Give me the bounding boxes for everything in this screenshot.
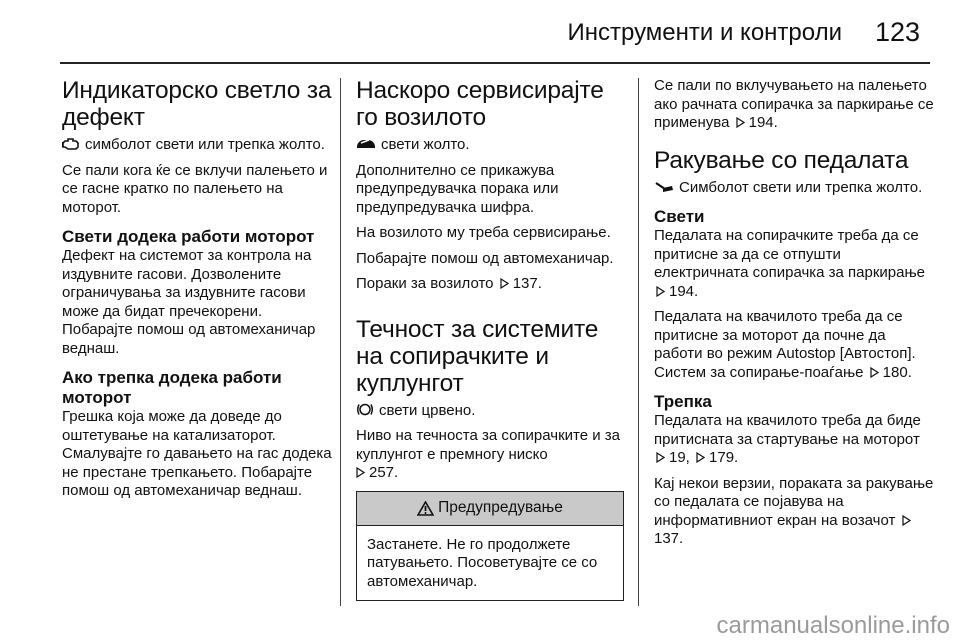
- warning-triangle-icon: [417, 501, 434, 516]
- header-title: Инструменти и контроли: [567, 19, 842, 46]
- paragraph-text: Пораки за возилото: [356, 275, 494, 292]
- page-reference-triangle-icon: [500, 278, 509, 289]
- subheading-on: Свети: [654, 207, 705, 226]
- paragraph: [654, 77, 936, 133]
- paragraph: [356, 136, 626, 155]
- column-divider-2: [638, 78, 639, 606]
- page-reference-triangle-icon: [736, 117, 745, 128]
- page-reference-triangle-icon: [356, 467, 365, 478]
- page-reference[interactable]: 179.: [709, 449, 739, 466]
- paragraph: [654, 475, 936, 549]
- pedal-icon: [654, 181, 674, 194]
- paragraph-text: Педалата на сопирачките треба да се притисне за да се отпушти електричната сопирачка за паркирање: [654, 227, 926, 281]
- paragraph: Дополнително се прикажува предупредувачка порака или предупредувачка шифра.: [356, 161, 559, 216]
- subheading-flashing-while-running: Ако трепка додека работи моторот: [62, 368, 282, 407]
- watermark: carmanualsonline.info: [716, 612, 950, 639]
- subheading-on-while-running: Свети додека работи моторот: [62, 227, 315, 246]
- paragraph-text: Се пали по вклучувањето на палењето ако рачната сопирачка за паркирање се применува: [654, 77, 934, 131]
- warning-box: [356, 491, 624, 602]
- paragraph: [654, 227, 936, 301]
- paragraph-text: свети жолто.: [381, 136, 470, 153]
- section-heading-malfunction-light: Индикаторско светло за дефект: [62, 77, 332, 131]
- paragraph: [356, 402, 626, 421]
- page-reference[interactable]: 194.: [669, 282, 699, 300]
- paragraph: Дефект на системот за контрола на издувните гасови. Дозволените ограничувања за издувните гасови може да бидат пречекорени. Побарајте помош од автомеханичар веднаш.: [62, 247, 316, 357]
- service-wrench-car-icon: [356, 138, 376, 151]
- paragraph-text: Кај некои верзии, пораката за ракување со педалата се појавува на информативниот екран на возачот: [654, 474, 934, 529]
- page-reference-triangle-icon: [656, 286, 665, 297]
- page-header: [0, 0, 960, 62]
- paragraph-text: Ниво на течноста за сопирачките и за куплунгот е премногу ниско: [356, 427, 621, 463]
- paragraph: [356, 275, 626, 294]
- paragraph-text: свети црвено.: [379, 401, 476, 419]
- header-rule: [60, 62, 930, 64]
- paragraph-text: Педалата на квачилото треба да се притисне за моторот да почне да работи во режим Autostop [Автостоп]. Систем за сопирање-поаѓање: [654, 308, 916, 381]
- page-reference-triangle-icon: [870, 367, 879, 378]
- paragraph: На возилото му треба сервисирање.: [356, 224, 611, 241]
- warning-header: [357, 492, 623, 526]
- brake-fluid-icon: [356, 402, 374, 417]
- section-heading-pedal-operation: Ракување со педалата: [654, 146, 909, 174]
- page-reference[interactable]: 257.: [369, 464, 399, 481]
- paragraph: Се пали кога ќе се вклучи палењето и се гасне кратко по палењето на моторот.: [62, 161, 328, 216]
- paragraph-text: Педалата на квачилото треба да биде притисната за стартување на моторот: [654, 412, 921, 448]
- paragraph: [654, 308, 936, 382]
- page-reference[interactable]: 137.: [512, 275, 542, 292]
- page-reference[interactable]: 180.: [882, 363, 912, 381]
- column-3: [654, 77, 936, 549]
- paragraph: [654, 179, 936, 198]
- section-heading-brake-clutch-fluid: Течност за системите на сопирачките и куплунгот: [356, 315, 599, 397]
- page-reference[interactable]: 19,: [669, 449, 690, 466]
- subheading-flashing: Трепка: [654, 392, 712, 411]
- page-reference-triangle-icon: [656, 452, 665, 463]
- engine-check-icon: [62, 137, 80, 151]
- paragraph-text: симболот свети или трепка жолто.: [85, 136, 325, 153]
- page-number: 123: [874, 17, 920, 47]
- paragraph-text: Симболот свети или трепка жолто.: [679, 178, 923, 196]
- column-divider-1: [340, 78, 341, 606]
- section-heading-service-vehicle: Наскоро сервисирајте го возилото: [356, 77, 604, 131]
- paragraph: [654, 412, 936, 468]
- paragraph: [62, 136, 332, 155]
- column-2: [356, 77, 626, 601]
- paragraph: [356, 427, 626, 483]
- column-1: [62, 77, 332, 501]
- page-reference[interactable]: 194.: [748, 114, 778, 131]
- page-reference-triangle-icon: [902, 515, 911, 526]
- warning-body: Застанете. Не го продолжете патувањето. Посоветувајте се со автомеханичар.: [367, 535, 598, 590]
- warning-title: Предупредување: [438, 499, 563, 516]
- page-reference[interactable]: 137.: [654, 530, 684, 547]
- page-reference-triangle-icon: [696, 452, 705, 463]
- paragraph: Грешка која може да доведе до оштетување на катализаторот. Смалувајте го давањето на гас додека не престане трепкањето. Побарајте помош од автомеханичар веднаш.: [62, 408, 332, 499]
- paragraph: Побарајте помош од автомеханичар.: [356, 249, 614, 267]
